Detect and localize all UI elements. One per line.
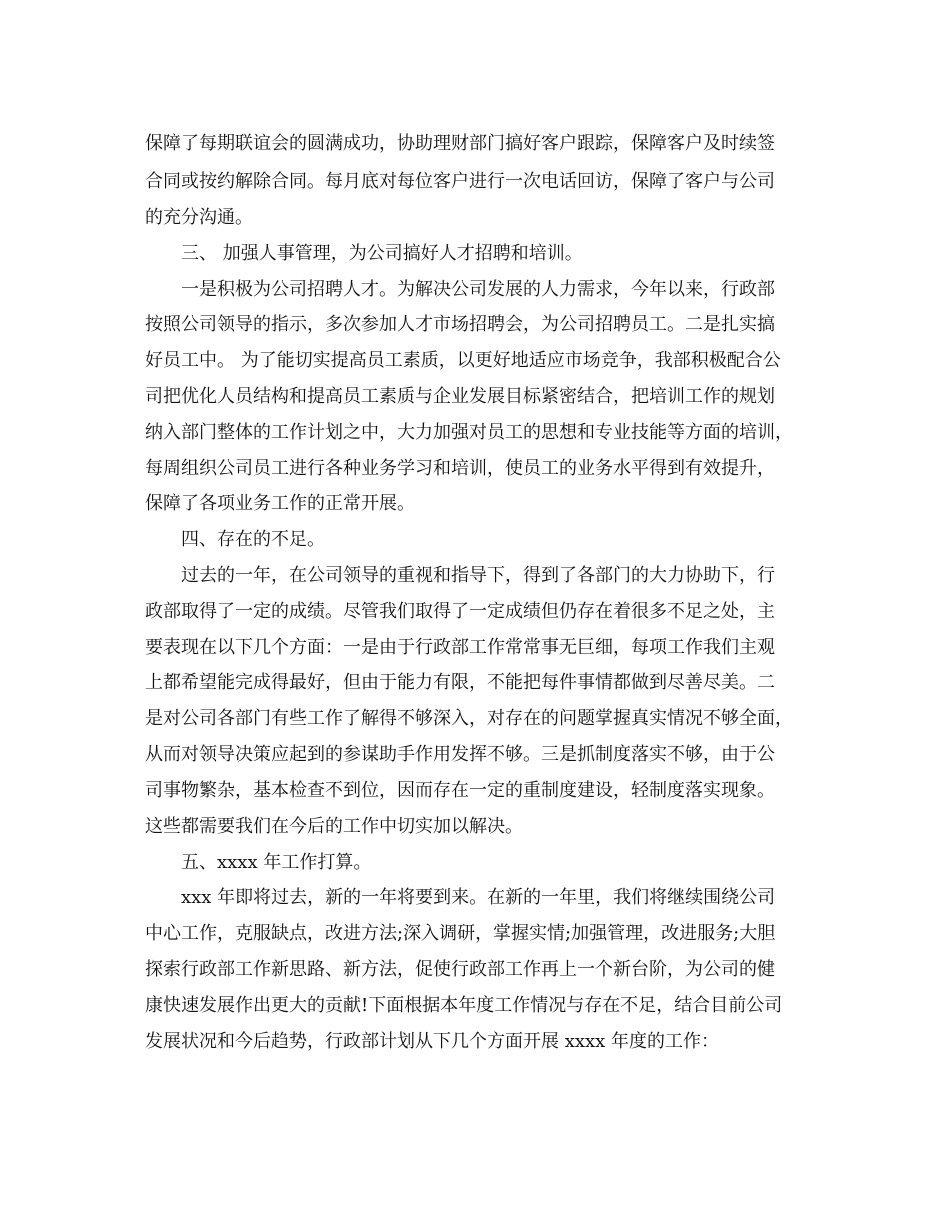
text-line: 从而对领导决策应起到的参谋助手作用发挥不够。三是抓制度落实不够，由于公 bbox=[145, 744, 775, 765]
text-line: 的充分沟通。 bbox=[145, 207, 253, 228]
text-line: 纳入部门整体的工作计划之中，大力加强对员工的思想和专业技能等方面的培训， bbox=[145, 422, 793, 443]
text-line: 政部取得了一定的成绩。尽管我们取得了一定成绩但仍存在着很多不足之处，主 bbox=[145, 601, 775, 622]
text-line: 要表现在以下几个方面：一是由于行政部工作常常事无巨细，每项工作我们主观 bbox=[145, 637, 775, 658]
text-line: 每周组织公司员工进行各种业务学习和培训，使员工的业务水平得到有效提升， bbox=[145, 458, 775, 479]
text-line: 这些都需要我们在今后的工作中切实加以解决。 bbox=[145, 816, 523, 837]
text-line: 合同或按约解除合同。每月底对每位客户进行一次电话回访，保障了客户与公司 bbox=[145, 171, 775, 192]
text-line: 司把优化人员结构和提高员工素质与企业发展目标紧密结合，把培训工作的规划 bbox=[145, 386, 775, 407]
text-line: 中心工作，克服缺点，改进方法;深入调研，掌握实情;加强管理，改进服务;大胆 bbox=[145, 923, 776, 944]
section-heading: 四、存在的不足。 bbox=[181, 529, 325, 550]
text-line: 按照公司领导的指示，多次参加人才市场招聘会，为公司招聘员工。二是扎实搞 bbox=[145, 314, 775, 335]
text-line: 保障了各项业务工作的正常开展。 bbox=[145, 493, 415, 514]
text-line: 发展状况和今后趋势，行政部计划从下几个方面开展 xxxx 年度的工作： bbox=[145, 1031, 720, 1052]
text-line: 司事物繁杂，基本检查不到位，因而存在一定的重制度建设，轻制度落实现象。 bbox=[145, 780, 775, 801]
text-line: xxx 年即将过去，新的一年将要到来。在新的一年里，我们将继续围绕公司 bbox=[181, 887, 776, 908]
text-line: 保障了每期联谊会的圆满成功，协助理财部门搞好客户跟踪，保障客户及时续签 bbox=[145, 133, 775, 154]
text-line: 好员工中。 为了能切实提高员工素质，以更好地适应市场竞争，我部积极配合公 bbox=[145, 350, 781, 371]
text-line: 过去的一年，在公司领导的重视和指导下，得到了各部门的大力协助下，行 bbox=[181, 565, 775, 586]
text-line: 上都希望能完成得最好，但由于能力有限，不能把每件事情都做到尽善尽美。二 bbox=[145, 672, 775, 693]
text-line: 一是积极为公司招聘人才。为解决公司发展的人力需求，今年以来，行政部 bbox=[181, 279, 775, 300]
text-line: 探索行政部工作新思路、新方法，促使行政部工作再上一个新台阶，为公司的健 bbox=[145, 959, 775, 980]
text-line: 康快速发展作出更大的贡献!下面根据本年度工作情况与存在不足，结合目前公司 bbox=[145, 995, 783, 1016]
section-heading: 三、 加强人事管理，为公司搞好人才招聘和培训。 bbox=[181, 243, 583, 264]
section-heading: 五、xxxx 年工作打算。 bbox=[181, 852, 372, 873]
text-line: 是对公司各部门有些工作了解得不够深入，对存在的问题掌握真实情况不够全面， bbox=[145, 708, 793, 729]
